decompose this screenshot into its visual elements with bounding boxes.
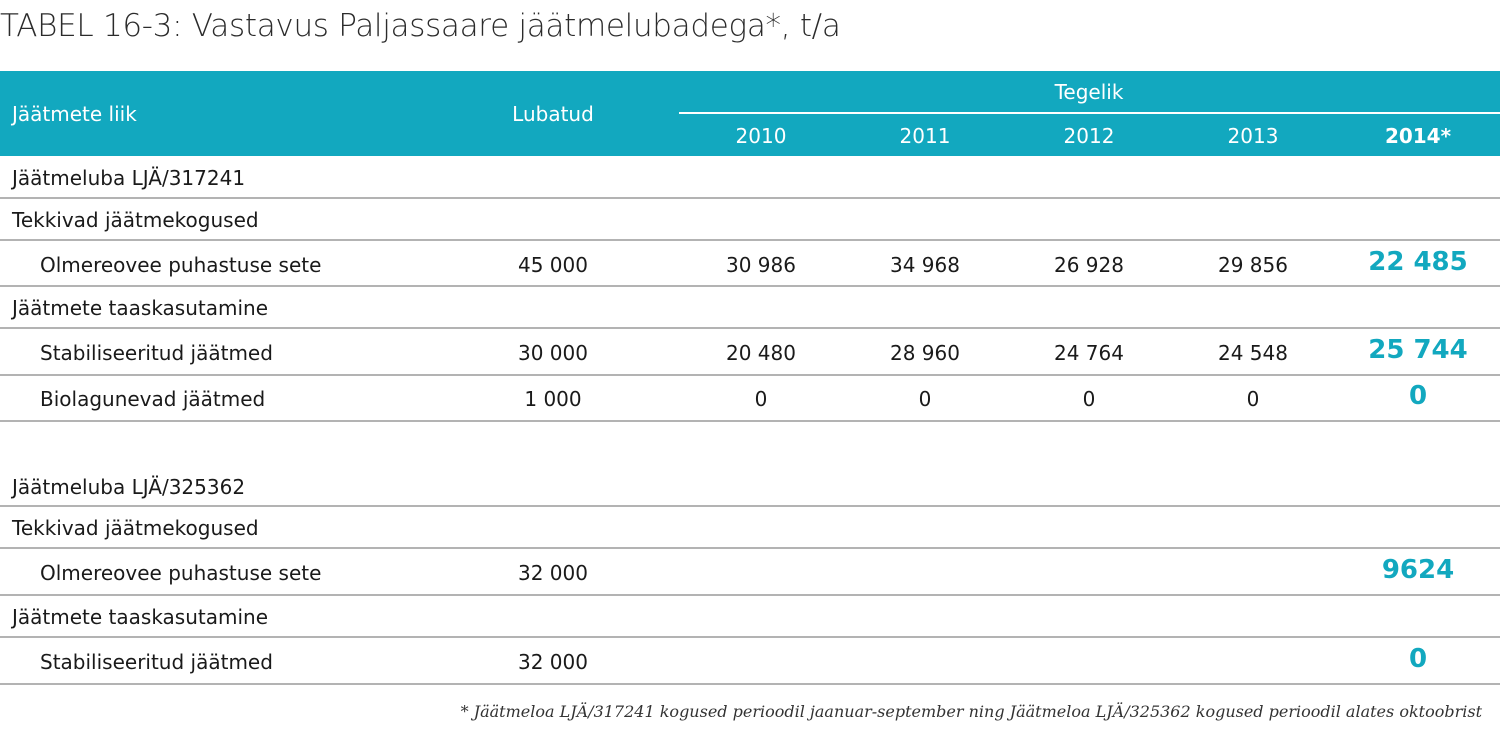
header-year-2012: 2012 [1063,124,1115,148]
row-2011: 0 [918,387,932,411]
row-name: Stabiliseeritud jäätmed [40,341,273,365]
header-jaatmete-liik: Jäätmete liik [12,102,137,126]
row-lubatud: 45 000 [518,253,588,277]
permit2-title: Jäätmeluba LJÄ/325362 [12,475,246,499]
row-lubatud: 30 000 [518,341,588,365]
permit2-section1-row [0,507,1500,549]
row-2013: 29 856 [1218,253,1288,277]
footnote: * Jäätmeloa LJÄ/317241 kogused perioodil jaanuar-september ning Jäätmeloa LJÄ/325362 kogused perioodil alates oktoobrist [460,702,1482,721]
table-row [0,241,1500,287]
row-2014: 0 [1408,644,1428,674]
row-name: Olmereovee puhastuse sete [40,253,322,277]
row-2014: 9624 [1381,555,1455,585]
row-2011: 28 960 [890,341,960,365]
table-row [0,638,1500,685]
header-year-2011: 2011 [899,124,951,148]
table-row [0,376,1500,422]
table-title: TABEL 16-3: Vastavus Paljassaare jäätmelubadega*, t/a [0,8,841,44]
header-year-2013: 2013 [1227,124,1279,148]
row-2010: 20 480 [726,341,796,365]
row-2010: 0 [754,387,768,411]
permit1-title: Jäätmeluba LJÄ/317241 [12,166,246,190]
row-2010: 30 986 [726,253,796,277]
permit2-section2-row [0,596,1500,638]
row-2014: 25 744 [1368,335,1468,365]
row-2014: 0 [1408,381,1428,411]
header-lubatud: Lubatud [512,102,594,126]
permit2-title-row [0,465,1500,507]
row-2012: 0 [1082,387,1096,411]
header-tegelik: Tegelik [1054,80,1124,104]
row-lubatud: 1 000 [524,387,582,411]
row-name: Olmereovee puhastuse sete [40,561,322,585]
row-2013: 0 [1246,387,1260,411]
row-2013: 24 548 [1218,341,1288,365]
permit1-section2: Jäätmete taaskasutamine [12,296,269,320]
table-header [0,71,1500,156]
header-year-2014: 2014* [1384,124,1452,148]
row-name: Stabiliseeritud jäätmed [40,650,273,674]
permit2-section1: Tekkivad jäätmekogused [12,516,259,540]
row-2012: 24 764 [1054,341,1124,365]
row-2012: 26 928 [1054,253,1124,277]
permit1-section2-row [0,287,1500,329]
permit1-section1-row [0,199,1500,241]
row-2011: 34 968 [890,253,960,277]
row-lubatud: 32 000 [518,650,588,674]
permit1-section1: Tekkivad jäätmekogused [12,208,259,232]
row-2014: 22 485 [1368,247,1468,277]
row-name: Biolagunevad jäätmed [40,387,266,411]
table-row [0,329,1500,376]
permit2-section2: Jäätmete taaskasutamine [12,605,269,629]
header-divider [679,112,1500,114]
header-year-2010: 2010 [735,124,787,148]
table-row [0,549,1500,596]
permit1-title-row [0,156,1500,199]
row-lubatud: 32 000 [518,561,588,585]
